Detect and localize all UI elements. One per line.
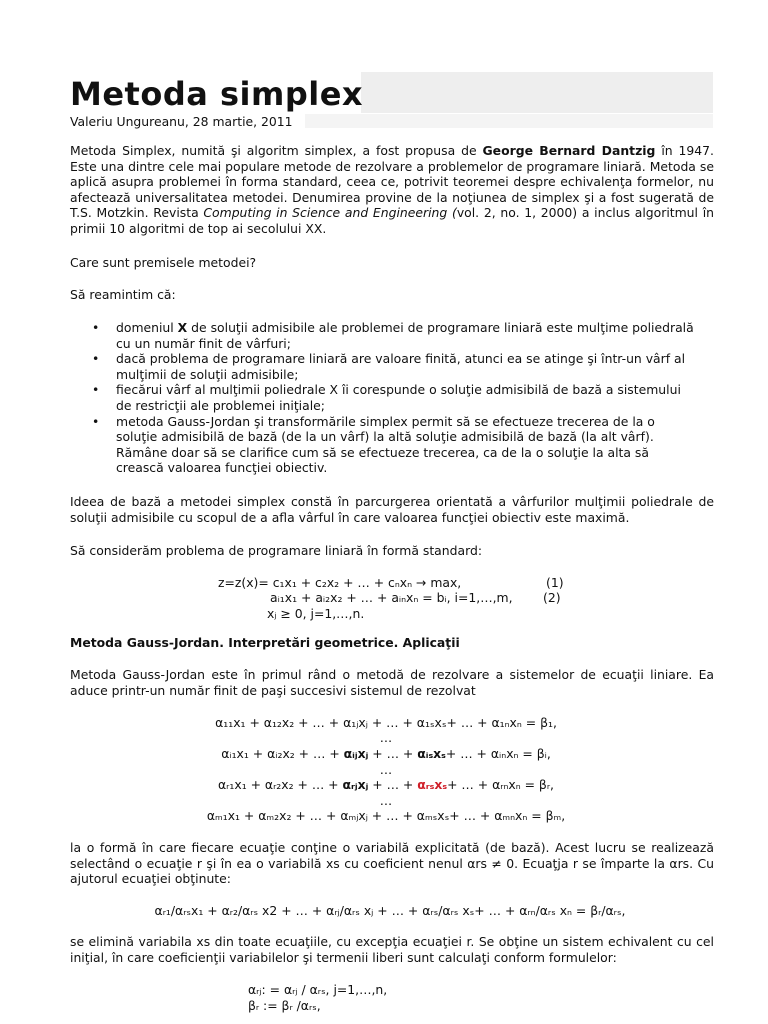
consider-line: Să considerăm problema de programare liniară în formă standard: <box>70 543 483 558</box>
system-row-1: α₁₁x₁ + α₁₂x₂ + … + α₁ⱼxⱼ + … + α₁ₛxₛ+ … + α₁ₙxₙ = β₁, <box>215 715 557 730</box>
premise-item <box>70 320 700 351</box>
recall-line: Să reamintim că: <box>70 287 176 302</box>
intro-text-c: vol. 2, no. 1, 2000) a inclus algoritmul în primii 10 algoritmi de top ai secolului XX. <box>70 205 714 236</box>
premises-question: Care sunt premisele metodei? <box>70 255 257 270</box>
objective-function: z=z(x)= c₁x₁ + c₂x₂ + … + cₙxₙ → max, <box>218 575 462 590</box>
system-row-r <box>170 777 602 793</box>
premise-1-text-a: domeniul <box>116 320 178 335</box>
elimination-paragraph: se elimină variabila xs din toate ecuaţiile, cu excepţia ecuaţiei r. Se obţine un sistem echivalent cu cel iniţial, în care coeficienţii variabilelor şi termenii liberi sunt calculaţi conform formulelor: <box>70 934 714 965</box>
byline-highlight-band <box>305 114 713 128</box>
system-row-i <box>170 746 602 762</box>
premise-item: • metoda Gauss-Jordan şi transformările simplex permit să se efectueze trecerea de la o soluţie admisibilă de bază (de la un vârf) la altă soluţie admisibilă de bază (la alt vârf). Rămâne doar să se clarifice cum să se efectueze trecerea, ca de la o soluţie la alta să crească valoarea funcţiei obiectiv. <box>70 414 700 476</box>
system-dots: … <box>379 762 393 777</box>
premise-1-text-b: de soluţii admisibile ale problemei de programare liniară este mulţime poliedrală cu un număr finit de vârfuri; <box>116 320 694 351</box>
intro-paragraph <box>70 143 714 237</box>
system-row-m: αₘ₁x₁ + αₘ₂x₂ + … + αₘⱼxⱼ + … + αₘₛxₛ+ … + αₘₙxₙ = βₘ, <box>206 808 566 823</box>
title-highlight-band <box>361 72 713 113</box>
gauss-jordan-intro: Metoda Gauss-Jordan este în primul rând o metodă de rezolvare a sistemelor de ecuaţii liniare. Ea aduce printr-un număr finit de paşi succesivi sistemul de rezolvat <box>70 667 714 698</box>
constraint-equation: aᵢ₁x₁ + aᵢ₂x₂ + … + aᵢₙxₙ = bᵢ, i=1,…,m, <box>270 590 513 605</box>
system-row-r-e: + … + αᵣₙxₙ = βᵣ, <box>447 777 554 792</box>
nonnegativity-condition: xⱼ ≥ 0, j=1,…,n. <box>267 606 365 621</box>
author-name: George Bernard Dantzig <box>482 143 656 158</box>
premises-list <box>70 320 700 476</box>
system-row-i-e: + … + αᵢₙxₙ = βᵢ, <box>445 746 551 761</box>
system-dots: … <box>379 793 393 808</box>
premise-item: • fiecărui vârf al mulţimii poliedrale X îi corespunde o soluţie admisibilă de bază a sistemului de restricţii ale problemei iniţiale; <box>70 382 700 413</box>
intro-text-b: în 1947. Este una dintre cele mai populare metode de rezolvare a problemelor de programare liniară. Metoda se aplică asupra problemei în forma standard, ceea ce, potrivit teoremei despre echivalenţa formelor, nu afectează universalitatea metodei. Denumirea provine de la noţiunea de simplex şi a fost sugerată de T.S. Motzkin. Revista <box>70 143 714 221</box>
form-paragraph: la o formă în care fiecare ecuaţie conţine o variabilă explicitată (de bază). Acest lucru se realizează selectând o ecuaţie r şi în ea o variabilă xs cu coeficient nenul αrs ≠ 0. Ecuaţja r se împarte la αrs. Cu ajutorul ecuaţiei obţinute: <box>70 840 714 887</box>
update-formula-1: αᵣⱼ: = αᵣⱼ / αᵣₛ, j=1,…,n, <box>248 982 388 997</box>
premise-1-x: X <box>177 320 188 335</box>
system-row-r-a: αᵣ₁x₁ + αᵣ₂x₂ + … + <box>218 777 343 792</box>
update-formula-2: βᵣ := βᵣ /αᵣₛ, <box>248 998 321 1013</box>
pivot-element: αᵣₛxₛ <box>417 777 448 792</box>
byline: Valeriu Ungureanu, 28 martie, 2011 <box>70 114 293 129</box>
premise-item: • dacă problema de programare liniară are valoare finită, atunci ea se atinge şi într-un vârf al mulţimii de soluţii admisibile; <box>70 351 700 382</box>
journal-name: Computing in Science and Engineering ( <box>203 205 457 221</box>
system-dots: … <box>379 730 393 745</box>
page-title: Metoda simplex <box>70 75 364 113</box>
system-row-i-pivot-j: αᵢⱼxⱼ <box>343 746 369 761</box>
pivot-equation: αᵣ₁/αᵣₛx₁ + αᵣ₂/αᵣₛ x2 + … + αᵣⱼ/αᵣₛ xⱼ + … + αᵣₛ/αᵣₛ xₛ+ … + αᵣₙ/αᵣₛ xₙ = βᵣ/αᵣₛ, <box>154 903 626 918</box>
intro-text-a: Metoda Simplex, numită şi algoritm simplex, a fost propusa de <box>70 143 483 158</box>
system-row-i-a: αᵢ₁x₁ + αᵢ₂x₂ + … + <box>221 746 344 761</box>
system-row-r-c: + … + <box>368 777 418 792</box>
equation-number-1: (1) <box>546 575 564 590</box>
system-row-i-c: + … + <box>368 746 418 761</box>
idea-paragraph: Ideea de bază a metodei simplex constă în parcurgerea orientată a vârfurilor mulţimii poliedrale de soluţii admisibile cu scopul de a afla vârful în care valoarea funcţiei obiectiv este maximă. <box>70 494 714 525</box>
section-heading: Metoda Gauss-Jordan. Interpretări geometrice. Aplicaţii <box>70 635 460 650</box>
system-row-i-pivot-s: αᵢₛxₛ <box>417 746 446 761</box>
system-row-r-pivot-j: αᵣⱼxⱼ <box>342 777 369 792</box>
equation-number-2: (2) <box>543 590 561 605</box>
